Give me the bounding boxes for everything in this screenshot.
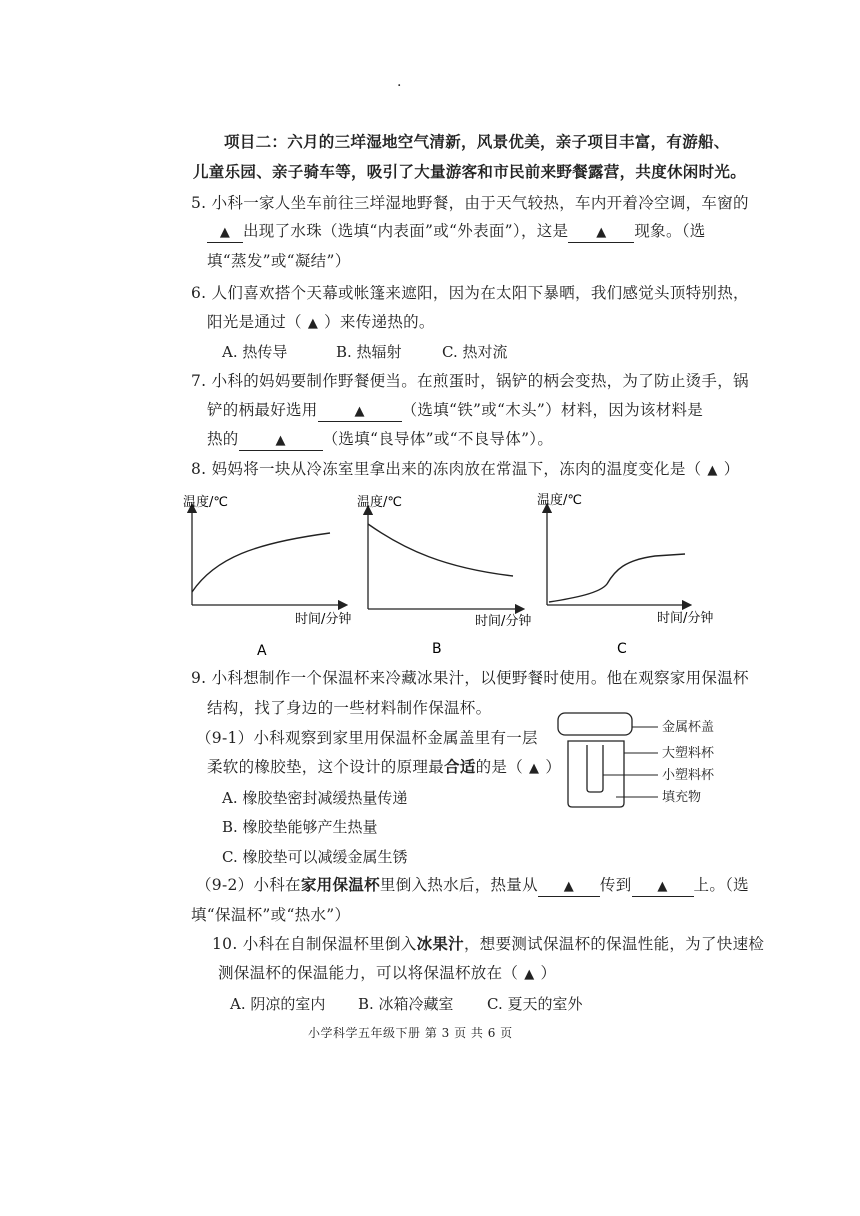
- q7-line3: [207, 429, 553, 451]
- graph-c-xlabel: 时间/分钟: [657, 611, 714, 626]
- q9-2-blank1[interactable]: [538, 876, 600, 897]
- answer-marker[interactable]: ▲: [524, 967, 535, 982]
- answer-marker: ▲: [275, 433, 286, 448]
- q5-line2-text-a: 出现了水珠（选填“内表面”或“外表面”），这是: [243, 222, 569, 240]
- graph-a-label: A: [257, 643, 267, 659]
- graph-b[interactable]: [357, 494, 531, 657]
- big-plastic-cup: [568, 741, 624, 807]
- answer-marker: ▲: [563, 879, 575, 894]
- answer-marker[interactable]: ▲: [707, 463, 718, 478]
- q9-line2: 结构，找了身边的一些材料制作保温杯。: [207, 699, 492, 717]
- graph-a[interactable]: [183, 494, 351, 659]
- q6-option-a[interactable]: A. 热传导: [222, 343, 288, 361]
- q7-blank1[interactable]: [318, 401, 402, 422]
- q9-2-text-c: 里倒入热水后，热量从: [379, 876, 538, 894]
- q9-1-line2-text-d: ）: [545, 758, 562, 776]
- q9-1-line2: [207, 757, 561, 779]
- q5-blank1[interactable]: [207, 222, 243, 243]
- metal-lid: [558, 713, 632, 735]
- q8-line1-text-a: 8. 妈妈将一块从冷冻室里拿出来的冻肉放在常温下，冻肉的温度变化是（: [191, 460, 702, 478]
- q10-text-a: 10. 小科在自制保温杯里倒入: [212, 935, 417, 953]
- q7-line3-text-a: 热的: [207, 430, 239, 448]
- section-header-line2: 儿童乐园、亲子骑车等，吸引了大量游客和市民前来野餐露营，共度休闲时光。: [193, 162, 747, 181]
- q5-line2-text-b: 现象。（选: [634, 222, 706, 240]
- q5-line3: 填“蒸发”或“凝结”）: [207, 252, 351, 270]
- q5-line2: [207, 221, 706, 243]
- graph-c-label: C: [617, 641, 627, 657]
- q9-2-text-a: （9-2）小科在: [196, 876, 301, 894]
- graph-a-xlabel: 时间/分钟: [295, 612, 352, 627]
- q9-1-option-c[interactable]: C. 橡胶垫可以减缓金属生锈: [222, 848, 408, 866]
- graph-b-ylabel: 温度/℃: [357, 495, 402, 510]
- answer-marker: ▲: [596, 225, 607, 240]
- label-big-cup: 大塑料杯: [662, 746, 715, 761]
- q7-line2-text-a: 铲的柄最好选用: [207, 401, 318, 419]
- q10-line2-text-b: ）: [540, 964, 557, 982]
- graph-c[interactable]: [537, 492, 713, 657]
- q10-emphasis: 冰果汁: [416, 934, 464, 953]
- q9-2-text-e: 上。（选: [693, 876, 749, 894]
- label-small-cup: 小塑料杯: [662, 768, 715, 783]
- section-header-line1: 项目二：六月的三垟湿地空气清新，风景优美，亲子项目丰富，有游船、: [224, 132, 730, 151]
- temperature-graphs: [175, 488, 735, 663]
- q9-2-line2: 填“保温杯”或“热水”）: [191, 906, 351, 924]
- q9-2-line1: [196, 875, 749, 897]
- q6-line1: 6. 人们喜欢搭个天幕或帐篷来遮阳，因为在太阳下暴晒，我们感觉头顶特别热，: [191, 284, 749, 302]
- q10-line2: [218, 963, 556, 985]
- top-dot: ·: [397, 78, 402, 94]
- graph-b-curve: [368, 524, 513, 576]
- q6-line2: [207, 312, 435, 334]
- q9-2-text-d: 传到: [599, 876, 632, 894]
- q6-option-c[interactable]: C. 热对流: [442, 343, 508, 361]
- graph-a-ylabel: 温度/℃: [183, 495, 228, 510]
- q6-line2-text-b: ）来传递热的。: [324, 313, 435, 331]
- page-footer: 小学科学五年级下册 第 3 页 共 6 页: [308, 1026, 513, 1040]
- q10-option-b[interactable]: B. 冰箱冷藏室: [358, 995, 454, 1013]
- q7-line3-text-b: （选填“良导体”或“不良导体”）。: [322, 430, 554, 448]
- q9-2-emphasis: 家用保温杯: [300, 875, 380, 894]
- q9-1-option-a[interactable]: A. 橡胶垫密封减缓热量传递: [222, 789, 408, 807]
- q10-line1: [212, 934, 764, 954]
- answer-marker[interactable]: ▲: [307, 316, 319, 331]
- answer-marker: ▲: [219, 225, 231, 240]
- graph-c-ylabel: 温度/℃: [537, 493, 582, 508]
- q10-line2-text-a: 测保温杯的保温能力，可以将保温杯放在（: [218, 964, 519, 982]
- q9-1-line2-emphasis: 合适: [444, 757, 476, 776]
- q7-line2-text-b: （选填“铁”或“木头”）材料，因为该材料是: [401, 401, 704, 419]
- q7-blank2[interactable]: [239, 430, 323, 451]
- answer-marker[interactable]: ▲: [529, 761, 540, 776]
- q10-text-c: ，想要测试保温杯的保温性能，为了快速检: [463, 935, 765, 953]
- label-metal-lid: 金属杯盖: [662, 720, 715, 735]
- graph-b-xlabel: 时间/分钟: [475, 614, 532, 629]
- q10-option-c[interactable]: C. 夏天的室外: [487, 995, 583, 1013]
- q8-line1-text-b: ）: [723, 460, 740, 478]
- q6-option-b[interactable]: B. 热辐射: [336, 343, 402, 361]
- graph-a-curve: [192, 533, 330, 592]
- q5-blank2[interactable]: [568, 222, 634, 243]
- q8-line1: [191, 459, 740, 481]
- q9-2-blank2[interactable]: [632, 876, 694, 897]
- small-plastic-cup: [587, 745, 603, 792]
- q9-1-line1: （9-1）小科观察到家里用保温杯金属盖里有一层: [196, 729, 538, 747]
- graph-b-label: B: [432, 641, 442, 657]
- q9-line1: 9. 小科想制作一个保温杯来冷藏冰果汁，以便野餐时使用。他在观察家用保温杯: [191, 669, 749, 687]
- q6-line2-text-a: 阳光是通过（: [207, 313, 302, 331]
- label-filler: 填充物: [662, 790, 702, 805]
- answer-marker: ▲: [657, 879, 668, 894]
- graph-c-curve: [549, 554, 685, 602]
- q9-1-line2-text-c: 的是（: [475, 758, 524, 776]
- q7-line2: [207, 400, 703, 422]
- q9-1-option-b[interactable]: B. 橡胶垫能够产生热量: [222, 818, 378, 836]
- q5-line1: 5. 小科一家人坐车前往三垟湿地野餐，由于天气较热，车内开着冷空调，车窗的: [191, 194, 749, 212]
- q10-option-a[interactable]: A. 阴凉的室内: [230, 995, 326, 1013]
- answer-marker: ▲: [354, 404, 365, 419]
- thermos-diagram: [550, 705, 750, 815]
- q7-line1: 7. 小科的妈妈要制作野餐便当。在煎蛋时，锅铲的柄会变热，为了防止烫手，锅: [191, 372, 749, 390]
- q9-1-line2-text-a: 柔软的橡胶垫，这个设计的原理最: [207, 758, 445, 776]
